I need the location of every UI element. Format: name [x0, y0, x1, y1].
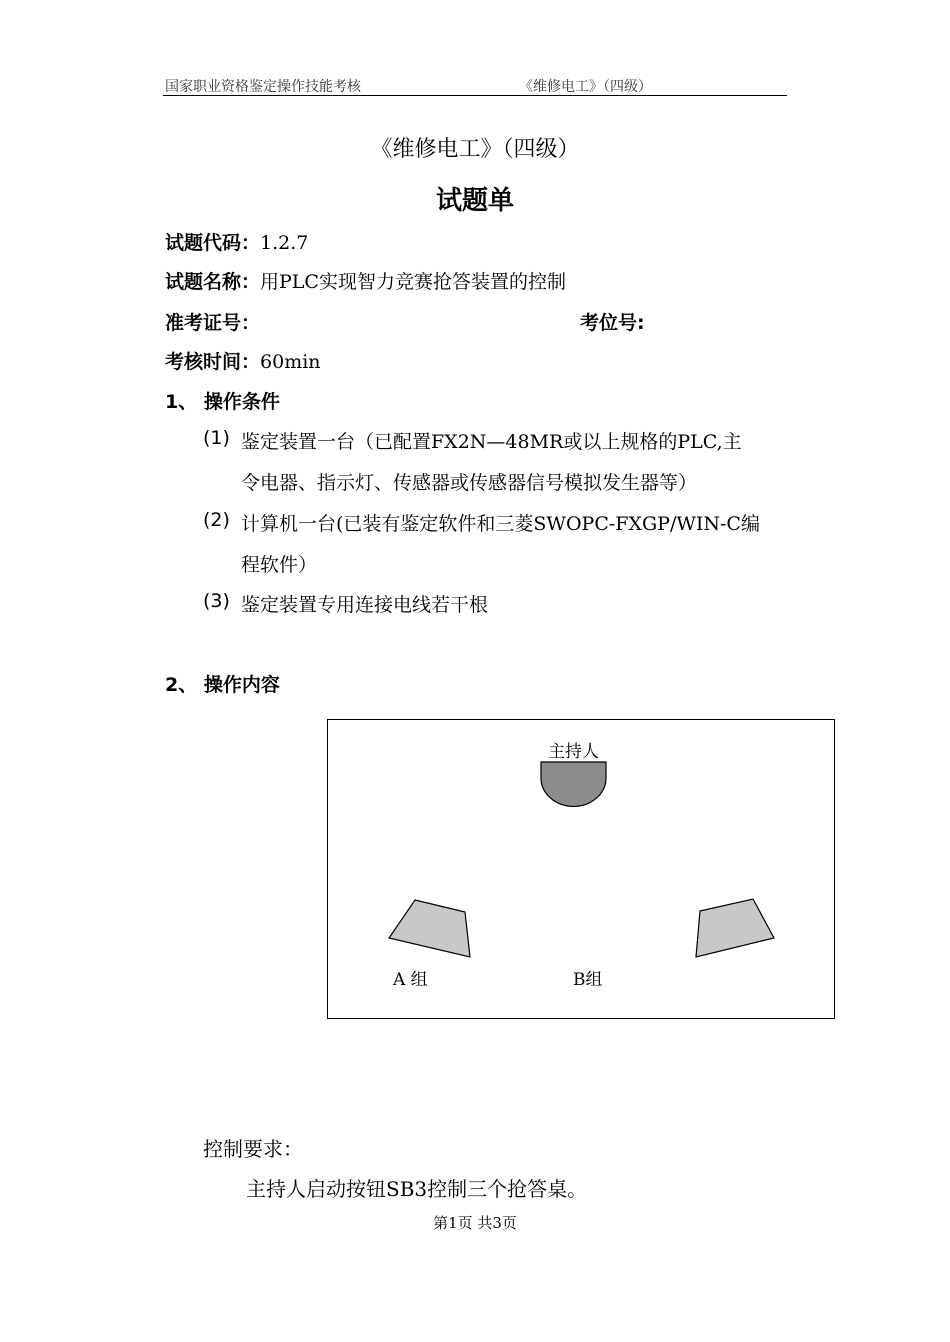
- field-code-label: 试题代码：: [165, 232, 261, 254]
- page-subtitle: 试题单: [435, 186, 514, 216]
- field-name: [165, 267, 566, 294]
- group-a-label: A 组: [393, 970, 428, 990]
- field-time-value: 60min: [260, 351, 321, 373]
- field-exam-id-label: 准考证号：: [165, 312, 261, 334]
- field-name-label: 试题名称：: [165, 271, 261, 293]
- section1-heading: 1、 操作条件: [165, 391, 280, 413]
- item1-line2: 令电器、指示灯、传感器或传感器信号模拟发生器等）: [241, 472, 698, 494]
- field-code: [165, 228, 308, 255]
- quiz-layout-diagram: [327, 719, 835, 1019]
- item3-num: (3): [203, 590, 230, 612]
- field-seat-label: 考位号:: [580, 312, 645, 334]
- item2-num: (2): [203, 509, 230, 531]
- host-desk-shape: [541, 762, 606, 806]
- group-b-label: B组: [573, 970, 603, 990]
- item2-line1: 计算机一台(已装有鉴定软件和三菱SWOPC-FXGP/WIN-C编: [241, 513, 760, 535]
- header-left: 国家职业资格鉴定操作技能考核: [165, 79, 361, 95]
- item3-line1: 鉴定装置专用连接电线若干根: [241, 594, 489, 616]
- header-right: 《维修电工》（四级）: [519, 79, 652, 95]
- field-code-value: 1.2.7: [260, 232, 309, 254]
- field-name-value: 用PLC实现智力竞赛抢答装置的控制: [260, 271, 566, 293]
- group-b-desk-shape: [696, 899, 774, 957]
- section2-heading: 2、 操作内容: [165, 674, 280, 696]
- group-a-desk-shape: [389, 900, 470, 957]
- header-divider: [163, 95, 787, 96]
- host-label: 主持人: [548, 742, 599, 762]
- item2-line2: 程软件）: [241, 554, 318, 576]
- field-exam-id: [165, 308, 260, 335]
- requirements-heading: 控制要求：: [203, 1137, 303, 1161]
- field-time: [165, 347, 321, 374]
- page-footer: 第1页 共3页: [433, 1214, 517, 1232]
- item1-line1: 鉴定装置一台（已配置FX2N—48MR或以上规格的PLC,主: [241, 431, 742, 453]
- item1-num: (1): [203, 427, 230, 449]
- page-title: 《维修电工》（四级）: [370, 137, 580, 162]
- requirements-line1: 主持人启动按钮SB3控制三个抢答桌。: [246, 1177, 588, 1201]
- field-seat: [580, 308, 645, 335]
- field-time-label: 考核时间：: [165, 351, 261, 373]
